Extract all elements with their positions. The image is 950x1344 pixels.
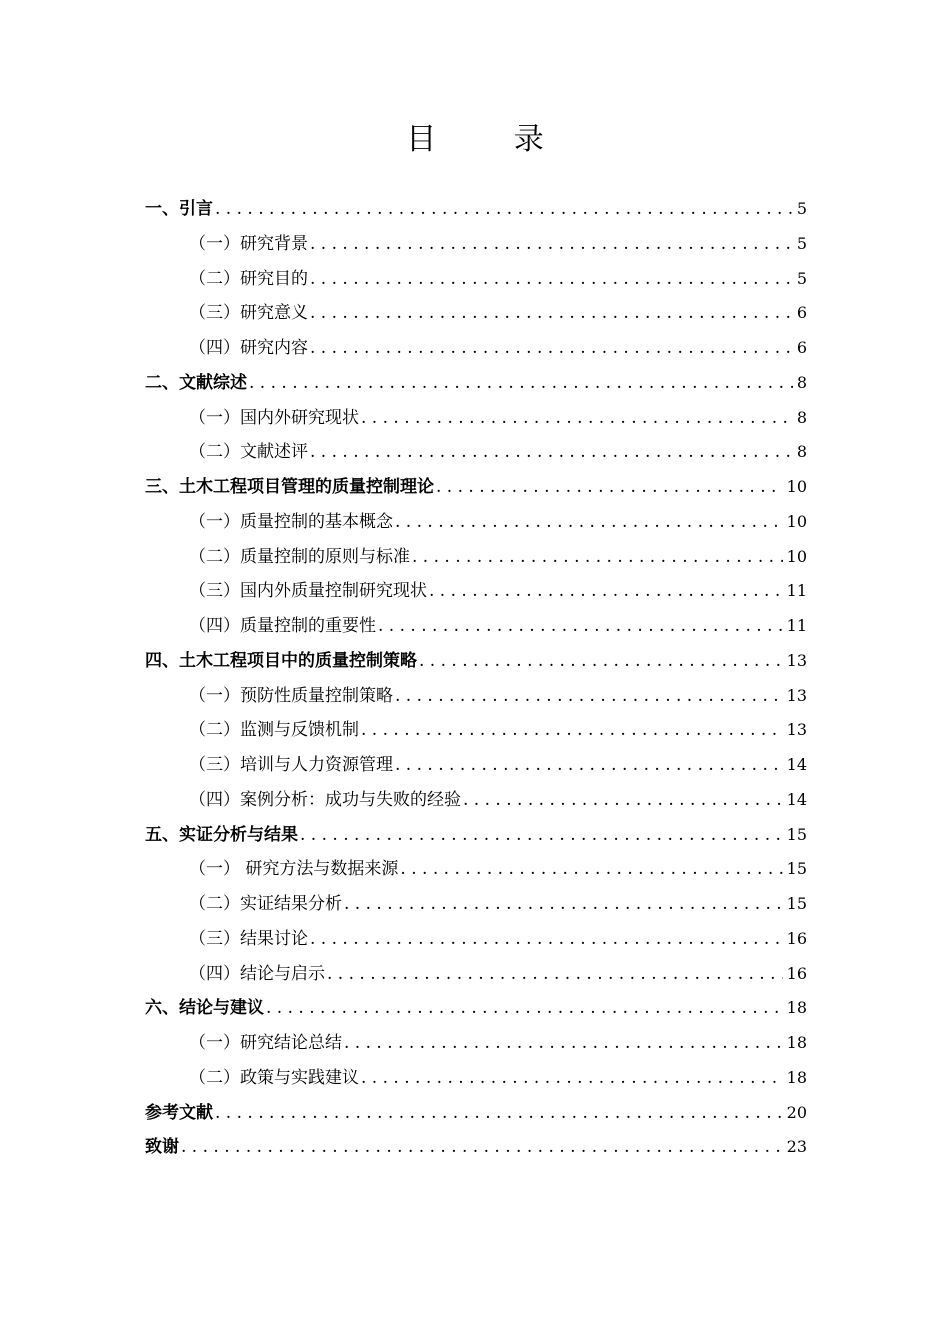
toc-page-number: 14 xyxy=(786,789,807,809)
toc-page-number: 8 xyxy=(796,372,807,392)
toc-dot-leader xyxy=(300,818,783,853)
toc-page-number: 6 xyxy=(796,303,807,323)
toc-entry-title: （三）国内外质量控制研究现状 xyxy=(189,581,427,602)
toc-dot-leader xyxy=(395,505,783,540)
toc-section-entry[interactable] xyxy=(145,609,807,644)
toc-page-number: 16 xyxy=(786,963,807,983)
toc-entry-title: （一）研究结论总结 xyxy=(189,1033,342,1053)
toc-entry-title: 二、文献综述 xyxy=(145,372,247,393)
toc-entry-title: （四）研究内容 xyxy=(189,338,308,358)
toc-page-number: 18 xyxy=(786,1067,807,1087)
toc-page-number: 16 xyxy=(786,928,807,948)
toc-section-entry[interactable] xyxy=(145,540,807,575)
toc-page-number: 11 xyxy=(786,616,807,635)
toc-page-number: 6 xyxy=(796,338,807,357)
toc-entry-title: （四）质量控制的重要性 xyxy=(189,616,376,636)
toc-dot-leader xyxy=(310,922,783,957)
table-of-contents xyxy=(145,192,807,1165)
toc-page-number: 5 xyxy=(796,233,807,253)
toc-section-entry[interactable] xyxy=(145,435,807,470)
toc-entry-title: （二）监测与反馈机制 xyxy=(189,720,359,741)
toc-entry-title: 三、土木工程项目管理的质量控制理论 xyxy=(145,477,434,497)
toc-entry-title: （二）文献述评 xyxy=(189,442,308,463)
toc-section-entry[interactable] xyxy=(145,1026,807,1061)
toc-entry-title: （二）实证结果分析 xyxy=(189,894,342,914)
toc-entry-title: （二）研究目的 xyxy=(189,268,308,289)
toc-dot-leader xyxy=(361,401,793,436)
toc-section-entry[interactable] xyxy=(145,679,807,714)
toc-section-entry[interactable] xyxy=(145,957,807,992)
toc-entry-title: 五、实证分析与结果 xyxy=(145,824,298,845)
toc-dot-leader xyxy=(378,609,783,644)
toc-dot-leader xyxy=(412,540,783,575)
toc-section-entry[interactable] xyxy=(145,574,807,609)
toc-page-number: 10 xyxy=(786,511,807,531)
toc-dot-leader xyxy=(310,227,793,262)
toc-chapter-entry[interactable] xyxy=(145,366,807,401)
toc-page-number: 13 xyxy=(786,720,807,740)
toc-chapter-entry[interactable] xyxy=(145,818,807,853)
toc-page-number: 23 xyxy=(786,1137,807,1157)
toc-dot-leader xyxy=(361,713,783,748)
toc-page-number: 10 xyxy=(786,546,807,566)
toc-entry-title: （一）质量控制的基本概念 xyxy=(189,511,393,532)
toc-entry-title: 参考文献 xyxy=(145,1102,213,1123)
toc-section-entry[interactable] xyxy=(145,887,807,922)
toc-section-entry[interactable] xyxy=(145,505,807,540)
toc-page-number: 14 xyxy=(786,755,807,774)
toc-section-entry[interactable] xyxy=(145,1061,807,1096)
toc-page-number: 11 xyxy=(786,581,807,601)
toc-section-entry[interactable] xyxy=(145,713,807,748)
toc-dot-leader xyxy=(400,852,782,887)
toc-entry-title: （三）研究意义 xyxy=(189,303,308,324)
toc-section-entry[interactable] xyxy=(145,783,807,818)
toc-section-entry[interactable] xyxy=(145,922,807,957)
toc-dot-leader xyxy=(215,192,793,227)
toc-page-number: 15 xyxy=(786,859,807,879)
toc-entry-title: （三）培训与人力资源管理 xyxy=(189,755,393,775)
toc-entry-title: （一）预防性质量控制策略 xyxy=(189,685,393,706)
toc-chapter-entry[interactable] xyxy=(145,644,807,679)
toc-chapter-entry[interactable] xyxy=(145,1130,807,1165)
toc-entry-title: 六、结论与建议 xyxy=(145,998,264,1019)
toc-entry-title: 致谢 xyxy=(145,1137,179,1158)
toc-entry-title: 一、引言 xyxy=(145,199,213,219)
toc-section-entry[interactable] xyxy=(145,852,807,887)
toc-page-number: 8 xyxy=(796,407,807,427)
toc-section-entry[interactable] xyxy=(145,296,807,331)
toc-dot-leader xyxy=(395,748,783,783)
toc-page-number: 13 xyxy=(786,685,807,705)
toc-dot-leader xyxy=(436,470,783,505)
toc-page-number: 15 xyxy=(786,894,807,913)
toc-section-entry[interactable] xyxy=(145,262,807,297)
toc-page-number: 18 xyxy=(786,1033,807,1052)
toc-page-number: 18 xyxy=(786,998,807,1018)
toc-dot-leader xyxy=(310,296,793,331)
toc-dot-leader xyxy=(310,331,793,366)
toc-page-number: 13 xyxy=(786,650,807,670)
toc-dot-leader xyxy=(310,262,793,297)
toc-chapter-entry[interactable] xyxy=(145,1096,807,1131)
toc-page-number: 15 xyxy=(786,824,807,844)
toc-entry-title: （一） 研究方法与数据来源 xyxy=(189,859,399,880)
toc-dot-leader xyxy=(181,1130,783,1165)
toc-page-number: 5 xyxy=(796,199,807,218)
toc-dot-leader xyxy=(266,991,783,1026)
toc-chapter-entry[interactable] xyxy=(145,470,807,505)
toc-dot-leader xyxy=(429,574,783,609)
toc-page-number: 20 xyxy=(786,1102,807,1122)
toc-dot-leader xyxy=(249,366,793,401)
toc-section-entry[interactable] xyxy=(145,401,807,436)
toc-entry-title: （四）结论与启示 xyxy=(189,963,325,984)
toc-section-entry[interactable] xyxy=(145,227,807,262)
toc-dot-leader xyxy=(215,1096,783,1131)
toc-dot-leader xyxy=(419,644,783,679)
toc-section-entry[interactable] xyxy=(145,331,807,366)
toc-dot-leader xyxy=(361,1061,783,1096)
toc-section-entry[interactable] xyxy=(145,748,807,783)
toc-page-number: 10 xyxy=(786,477,807,496)
toc-dot-leader xyxy=(327,957,783,992)
toc-entry-title: 四、土木工程项目中的质量控制策略 xyxy=(145,650,417,671)
toc-dot-leader xyxy=(463,783,783,818)
toc-entry-title: （二）质量控制的原则与标准 xyxy=(189,546,410,567)
toc-entry-title: （一）研究背景 xyxy=(189,233,308,254)
toc-chapter-entry[interactable] xyxy=(145,192,807,227)
toc-chapter-entry[interactable] xyxy=(145,991,807,1026)
page-title: 目 录 xyxy=(406,122,578,157)
toc-page-number: 5 xyxy=(796,268,807,288)
toc-dot-leader xyxy=(310,435,793,470)
toc-entry-title: （二）政策与实践建议 xyxy=(189,1067,359,1088)
toc-entry-title: （四）案例分析：成功与失败的经验 xyxy=(189,789,461,810)
toc-page-number: 8 xyxy=(796,442,807,462)
toc-entry-title: （一）国内外研究现状 xyxy=(189,407,359,428)
toc-dot-leader xyxy=(344,1026,783,1061)
toc-dot-leader xyxy=(395,679,783,714)
toc-entry-title: （三）结果讨论 xyxy=(189,928,308,949)
toc-dot-leader xyxy=(344,887,783,922)
